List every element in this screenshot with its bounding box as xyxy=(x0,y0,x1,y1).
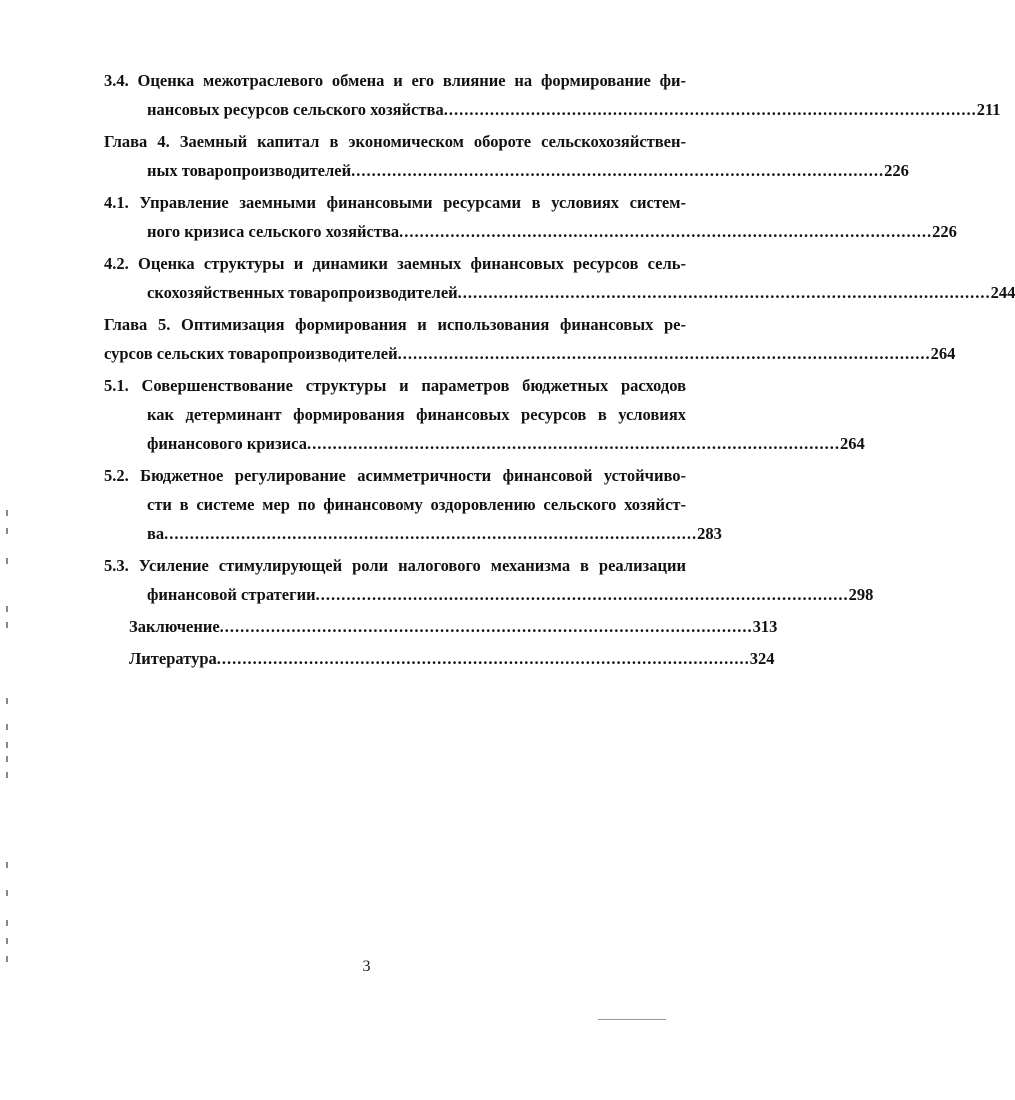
toc-page-number: 324 xyxy=(749,649,775,668)
toc-entry-title-continued: нансовых ресурсов сельского хозяйства xyxy=(147,100,444,119)
dot-leader: ........................................................................................................ xyxy=(397,344,931,363)
dot-leader: ........................................................................................................ xyxy=(164,524,698,543)
toc-entry-title: 5.1. Совершенствование структуры и параметров бюджетных расходов xyxy=(104,376,686,395)
toc-page-number: 211 xyxy=(976,100,1001,119)
toc-entry-title: 3.4. Оценка межотраслевого обмена и его влияние на формирование фи- xyxy=(104,71,686,90)
toc-entry-line xyxy=(129,644,775,673)
dot-leader: ........................................................................................................ xyxy=(216,649,750,668)
toc-entry-title: 4.1. Управление заемными финансовыми ресурсами в условиях систем- xyxy=(104,193,686,212)
toc-page-number: 298 xyxy=(848,585,874,604)
toc-chapter-title: Глава 4. Заемный капитал в экономическом обороте сельскохозяйствен- xyxy=(104,132,686,151)
toc-entry-continuation xyxy=(104,95,1001,124)
dot-leader: ........................................................................................................ xyxy=(315,585,849,604)
page-number: 3 xyxy=(362,958,371,975)
toc-entry-continuation xyxy=(104,339,956,368)
toc-page-number: 226 xyxy=(932,222,957,241)
toc-entry-title: Заключение xyxy=(129,617,220,636)
dot-leader: ........................................................................................................ xyxy=(219,617,753,636)
toc-entry-title-continued: ного кризиса сельского хозяйства xyxy=(147,222,400,241)
toc-page-number: 226 xyxy=(884,161,909,180)
toc-page-number: 313 xyxy=(752,617,778,636)
toc-entry-title: 4.2. Оценка структуры и динамики заемных финансовых ресурсов сель- xyxy=(104,254,686,273)
toc-entry-literature xyxy=(104,644,775,673)
toc-entry-continuation xyxy=(104,429,865,458)
toc-entry-conclusion xyxy=(104,612,778,641)
toc-entry-title: Литература xyxy=(129,649,217,668)
toc-chapter-4 xyxy=(104,127,909,185)
dot-leader: ........................................................................................................ xyxy=(351,161,885,180)
dot-leader: ........................................................................................................ xyxy=(443,100,977,119)
toc-entry-title-continued: сурсов сельских товаропроизводителей xyxy=(104,344,398,363)
toc-entry-continuation xyxy=(104,580,874,609)
toc-entry-4-2 xyxy=(104,249,1015,307)
toc-entry-title-continued: ных товаропроизводителей xyxy=(147,161,352,180)
toc-entry-title: 5.2. Бюджетное регулирование асимметричности финансовой устойчиво- xyxy=(104,466,686,485)
toc-entry-title: 5.3. Усиление стимулирующей роли налогового механизма в реализации xyxy=(104,556,686,575)
toc-entry-5-3 xyxy=(104,551,874,609)
toc-entry-title-continued: скохозяйственных товаропроизводителей xyxy=(147,283,458,302)
toc-entry-title-continued: ва xyxy=(147,524,165,543)
toc-entry-title-continued: финансовой стратегии xyxy=(147,585,316,604)
toc-page-number: 264 xyxy=(839,434,865,453)
scan-margin-marks xyxy=(6,510,10,980)
dot-leader: ........................................................................................................ xyxy=(399,222,933,241)
toc-entry-title-line-2: сти в системе мер по финансовому оздоровлению сельского хозяйст- xyxy=(147,495,686,514)
toc-entry-4-1 xyxy=(104,188,957,246)
toc-chapter-5 xyxy=(104,310,956,368)
toc-chapter-title: Глава 5. Оптимизация формирования и использования финансовых ре- xyxy=(104,315,686,334)
toc-page-number: 264 xyxy=(930,344,956,363)
toc-entry-continuation xyxy=(104,217,957,246)
table-of-contents xyxy=(104,66,1015,676)
toc-entry-title-continued: финансового кризиса xyxy=(147,434,307,453)
toc-page-number: 244 xyxy=(990,283,1015,302)
toc-page-number: 283 xyxy=(697,524,722,543)
toc-entry-3-4 xyxy=(104,66,1001,124)
scan-artifact-line xyxy=(598,1019,666,1020)
toc-entry-title-line-2: как детерминант формирования финансовых ресурсов в условиях xyxy=(147,405,686,424)
toc-entry-5-1 xyxy=(104,371,865,458)
toc-entry-5-2 xyxy=(104,461,722,548)
toc-entry-continuation xyxy=(104,519,722,548)
toc-entry-line xyxy=(129,612,778,641)
toc-entry-continuation xyxy=(104,278,1015,307)
toc-entry-continuation xyxy=(104,156,909,185)
dot-leader: ........................................................................................................ xyxy=(306,434,840,453)
dot-leader: ........................................................................................................ xyxy=(457,283,991,302)
